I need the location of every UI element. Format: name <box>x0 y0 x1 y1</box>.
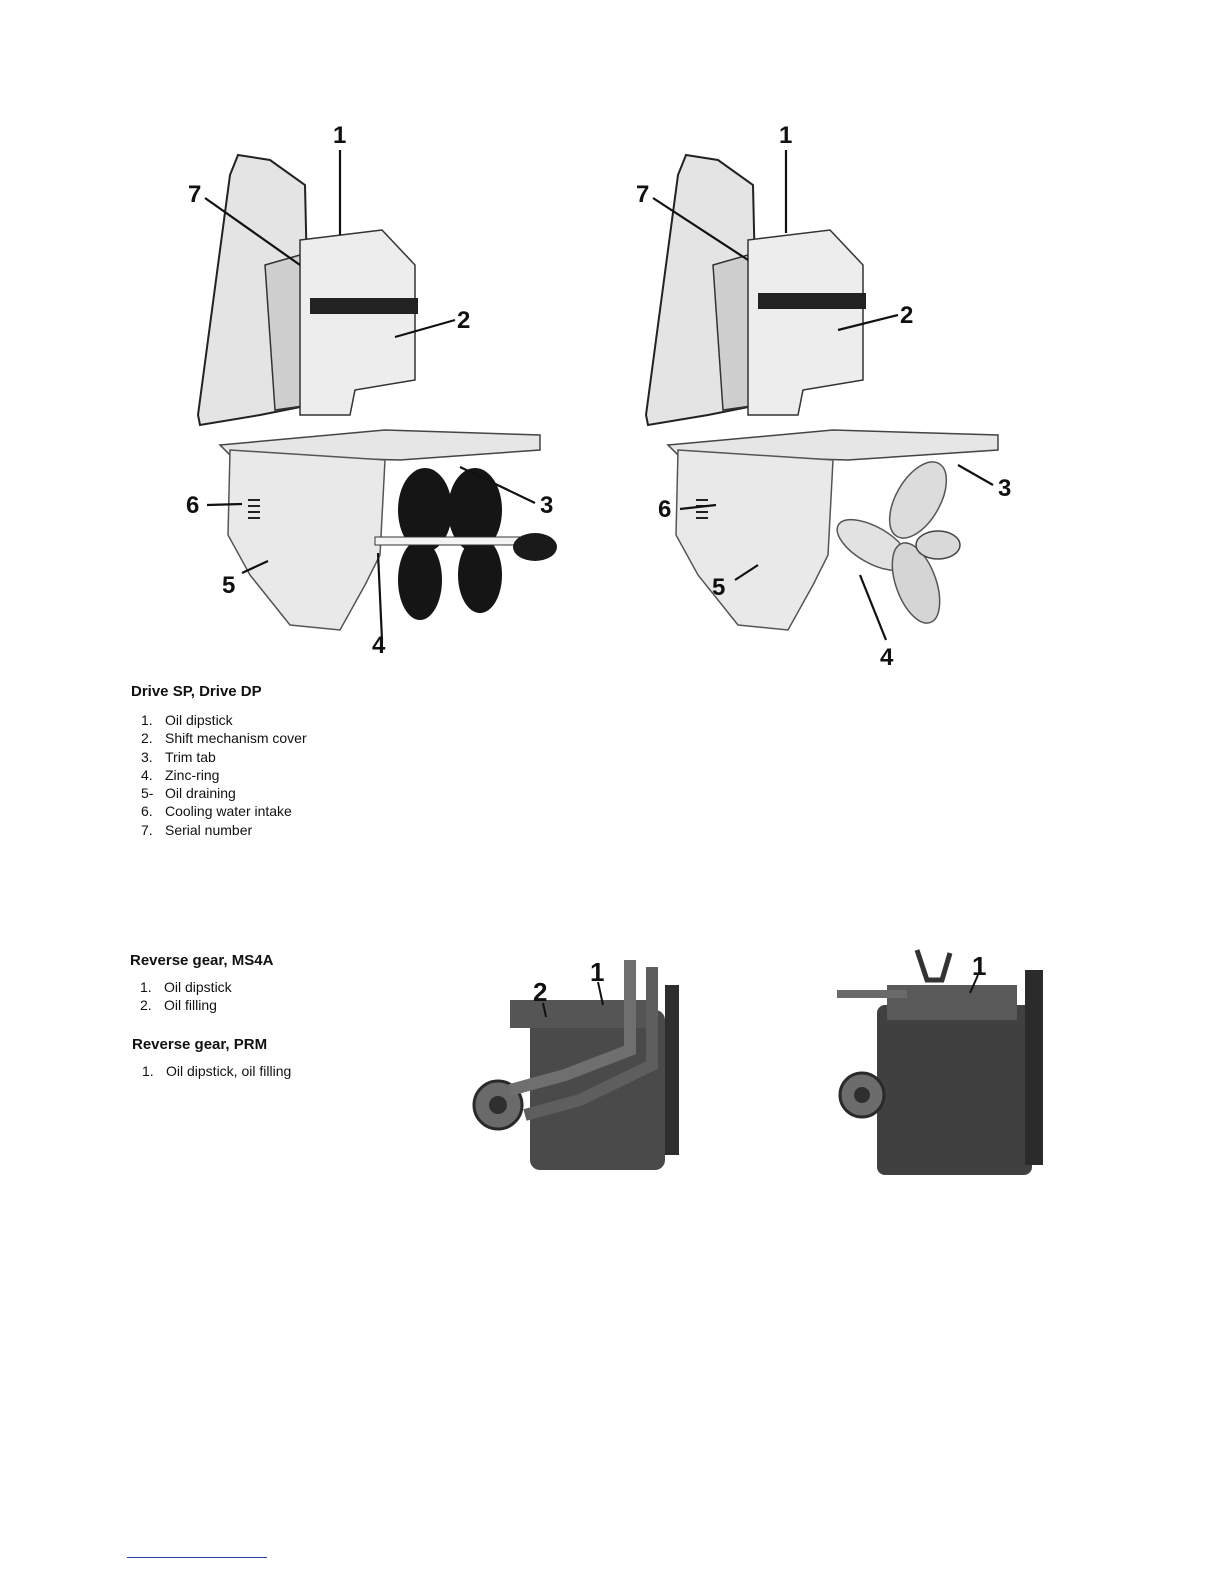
callout-3: 3 <box>540 492 554 519</box>
callout-2: 2 <box>533 977 548 1007</box>
propeller-hub <box>513 533 557 561</box>
drive-dp-figure <box>598 115 1038 675</box>
callout-1: 1 <box>590 957 605 987</box>
callout-6: 6 <box>658 496 672 523</box>
callout-1: 1 <box>779 122 793 149</box>
propeller-blade <box>458 537 502 613</box>
callout-1: 1 <box>972 951 987 981</box>
prm-gear-figure <box>832 945 1052 1180</box>
section-heading: Drive SP, Drive DP <box>131 683 262 700</box>
list-item: 6. Cooling water intake <box>141 803 292 820</box>
list-item: 5- Oil draining <box>141 785 236 802</box>
list-item: 1. Oil dipstick <box>141 712 233 728</box>
footer-rule <box>127 1557 267 1558</box>
flywheel-housing-edge <box>1025 970 1043 1165</box>
shift-cover-band <box>758 293 866 309</box>
ms4a-parts-list <box>130 978 430 1015</box>
propeller-shaft <box>375 537 535 545</box>
drive-parts-list <box>131 711 431 839</box>
callout-3: 3 <box>998 475 1012 502</box>
callout-1: 1 <box>333 122 347 149</box>
lower-unit <box>676 450 833 630</box>
callout-6: 6 <box>186 492 200 519</box>
list-item: 2. Shift mechanism cover <box>141 730 307 747</box>
list-item: 2. Oil filling <box>140 997 217 1014</box>
callout-2: 2 <box>457 307 471 334</box>
upper-housing <box>300 230 415 415</box>
callout-7: 7 <box>188 181 202 208</box>
list-item: 4. Zinc-ring <box>141 766 220 783</box>
callout-5: 5 <box>712 574 726 601</box>
section-heading: Reverse gear, MS4A <box>130 952 274 969</box>
ms4a-legend <box>130 952 430 1015</box>
propeller-blade <box>398 540 442 620</box>
drive-sp-figure <box>150 115 590 665</box>
list-item: 1. Oil dipstick <box>140 979 232 995</box>
top-fitting <box>917 950 950 980</box>
callout-7: 7 <box>636 181 650 208</box>
callout-5: 5 <box>222 572 236 599</box>
list-item: 1. Oil dipstick, oil filling <box>142 1063 292 1079</box>
callout-2: 2 <box>900 302 914 329</box>
upper-housing <box>748 230 863 415</box>
flywheel-housing-edge <box>665 985 679 1155</box>
ms4a-gear-figure <box>470 955 690 1185</box>
list-item: 3. Trim tab <box>141 748 216 765</box>
lower-unit <box>228 450 385 630</box>
output-flange-hub <box>489 1096 507 1114</box>
gear-housing <box>877 1005 1032 1175</box>
section-heading: Reverse gear, PRM <box>132 1036 268 1053</box>
prm-legend <box>132 1036 432 1080</box>
output-flange-hub <box>854 1087 870 1103</box>
shift-cover-band <box>310 298 418 314</box>
list-item: 7. Serial number <box>141 821 253 838</box>
propeller-hub <box>916 531 960 559</box>
callout-4: 4 <box>372 632 386 659</box>
callout-4: 4 <box>880 644 894 671</box>
drive-legend <box>131 683 431 839</box>
shift-lever <box>837 990 907 998</box>
prm-parts-list <box>132 1062 432 1080</box>
